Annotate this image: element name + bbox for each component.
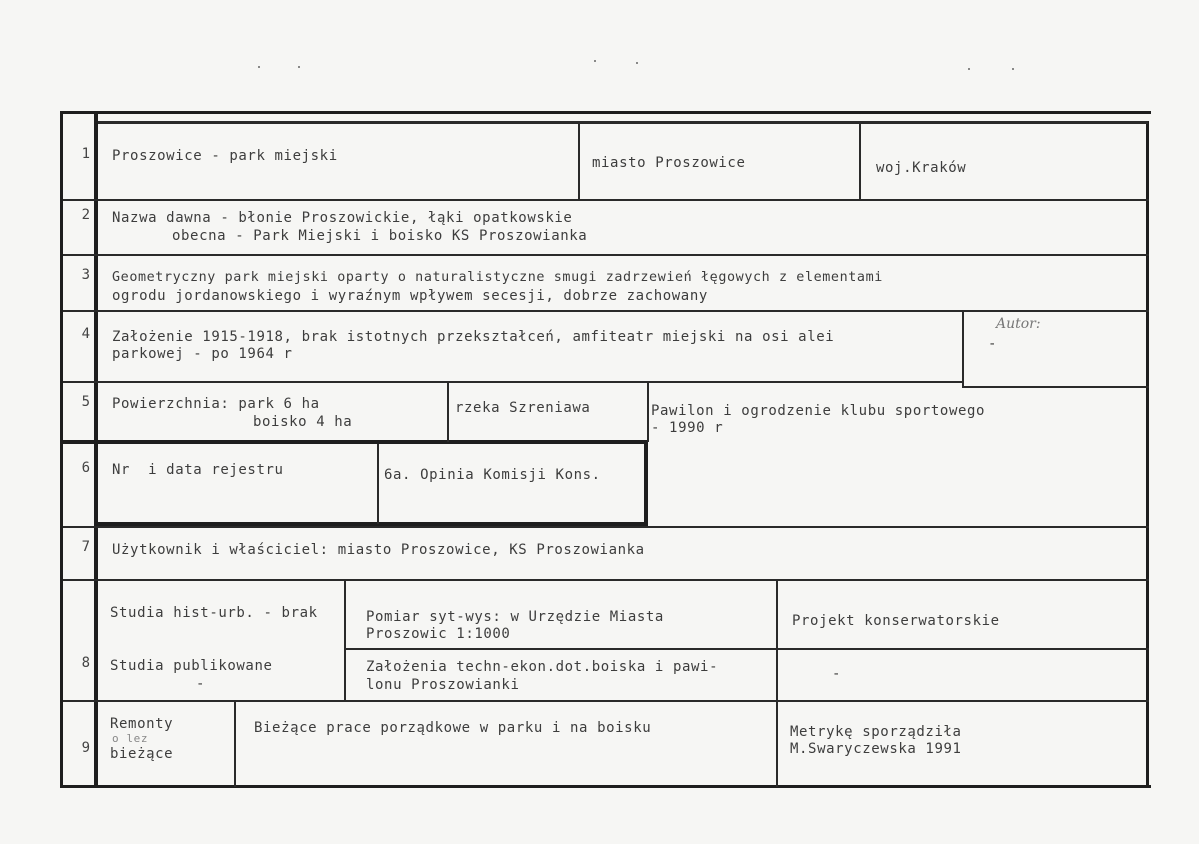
col-divider [962,312,964,388]
row-separator [63,579,1149,581]
register-box-right [644,444,648,526]
area-park: Powierzchnia: park 6 ha [112,396,320,412]
row-separator [63,526,1149,528]
history-line1: Założenie 1915-1918, brak istotnych przekształceń, amfiteatr miejski na osi alei [112,329,835,345]
punch-mark [594,60,596,62]
history-line2: parkowej - po 1964 r [112,346,293,362]
published-studies-label: Studia publikowane [110,658,273,674]
survey-line2: Proszowic 1:1000 [366,626,511,642]
former-name: Nazwa dawna - błonie Proszowickie, łąki opatkowskie [112,210,573,226]
conservation-project-value: - [832,666,842,682]
row-number: 6 [81,460,90,476]
frame-bottom [60,785,1151,788]
region: woj.Kraków [876,160,967,176]
commission-opinion-label: 6a. Opinia Komisji Kons. [384,467,601,483]
tech-econ-line1: Założenia techn-ekon.dot.boiska i pawi- [366,659,719,675]
col-divider [578,121,580,201]
published-studies-value: - [196,676,206,692]
row1-top [98,121,1148,124]
city: miasto Proszowice [592,155,746,171]
row-number: 7 [81,539,90,555]
author-value: - [988,336,998,352]
current-name: obecna - Park Miejski i boisko KS Proszowianka [172,228,588,244]
row-number: 4 [81,326,90,342]
row-number: 2 [81,207,90,223]
punch-mark [636,62,638,64]
description-line2: ogrodu jordanowskiego i wyraźnym wpływem secesji, dobrze zachowany [112,288,708,304]
row-separator [63,700,1149,702]
col-divider [344,581,346,702]
tech-econ-line2: lonu Proszowianki [366,677,520,693]
repairs-current-label: bieżące [110,746,174,762]
survey-line1: Pomiar syt-wys: w Urzędzie Miasta [366,609,664,625]
historical-studies: Studia hist-urb. - brak [110,605,318,621]
punch-mark [258,66,260,68]
prepared-by-label: Metrykę sporządziła [790,724,962,740]
row-separator [345,648,1149,650]
row-number: 5 [81,394,90,410]
row-separator [63,381,963,383]
park-name: Proszowice - park miejski [112,148,338,164]
col-divider [234,702,236,787]
col-divider [447,383,449,442]
author-signature: Autor: [996,316,1041,332]
row-number: 3 [81,267,90,283]
row-number: 9 [81,740,90,756]
frame-top [60,111,1151,114]
col-divider [377,444,379,524]
frame-left [60,111,63,788]
conservation-project-label: Projekt konserwatorskie [792,613,1000,629]
row-separator [63,310,1149,312]
repairs-faint-text: o lez [112,732,149,745]
pavilion-line1: Pawilon i ogrodzenie klubu sportowego [651,403,986,419]
current-works: Bieżące prace porządkowe w parku i na boisku [254,720,652,736]
col-divider [776,581,778,787]
description-line1: Geometryczny park miejski oparty o naturalistyczne smugi zadrzewień łęgowych z elementami [112,270,883,285]
prepared-by-name: M.Swaryczewska 1991 [790,741,962,757]
number-column-divider [94,114,98,788]
row-number: 8 [81,655,90,671]
col-divider [647,383,649,442]
punch-mark [1012,68,1014,70]
owner: Użytkownik i właściciel: miasto Proszowice, KS Proszowianka [112,542,645,558]
row-separator-thick [63,440,648,444]
col-divider [859,121,861,201]
river: rzeka Szreniawa [455,400,591,416]
repairs-label: Remonty [110,716,174,732]
frame-right [1146,121,1149,788]
pavilion-line2: - 1990 r [651,420,724,436]
register-label: Nr i data rejestru [112,462,284,478]
row-separator [63,199,1149,201]
row-separator [63,254,1149,256]
row-number: 1 [81,146,90,162]
punch-mark [298,66,300,68]
punch-mark [968,68,970,70]
area-field: boisko 4 ha [253,414,353,430]
row-separator [963,386,1149,388]
